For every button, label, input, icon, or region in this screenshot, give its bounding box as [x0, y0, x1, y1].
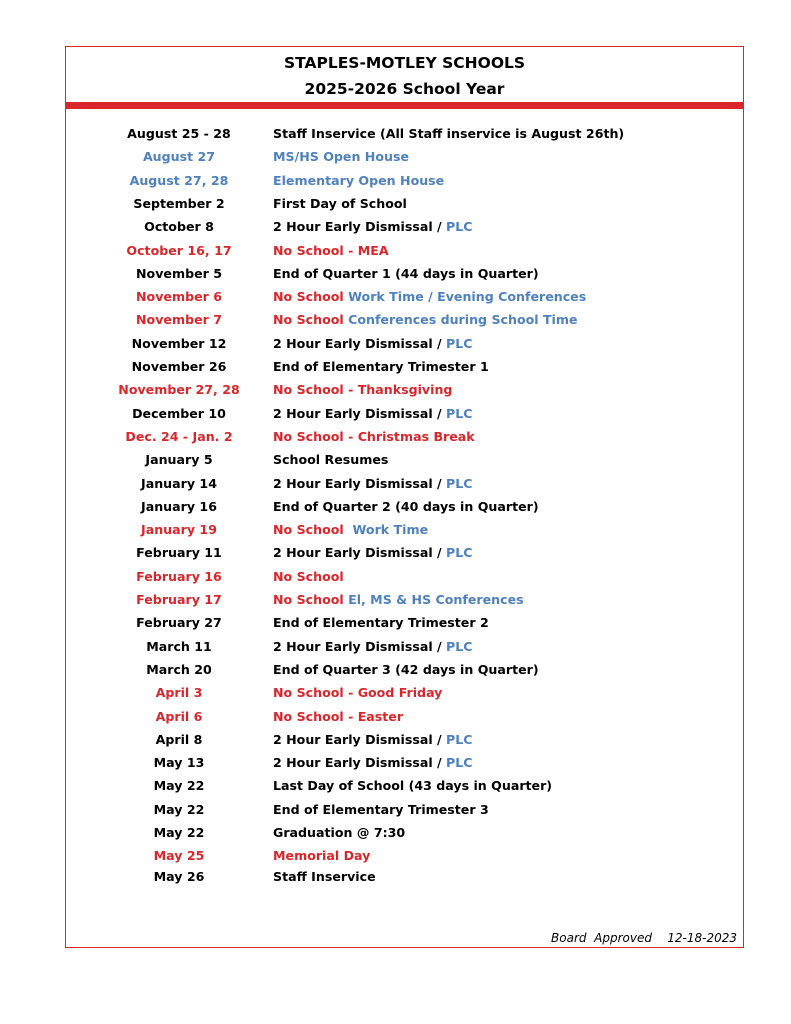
event-text-part: No School	[273, 312, 349, 328]
event-row	[66, 145, 743, 168]
event-text-part: PLC	[446, 335, 473, 351]
event-date: November 27, 28	[118, 382, 240, 398]
event-description	[273, 658, 539, 681]
event-row	[66, 658, 743, 681]
event-date: February 16	[136, 568, 222, 584]
event-date: March 11	[146, 638, 212, 654]
event-text-part: No School - Easter	[273, 708, 404, 724]
event-description	[273, 541, 473, 564]
event-row	[66, 705, 743, 728]
event-text-part: El, MS & HS Conferences	[348, 592, 524, 607]
event-date: August 25 - 28	[127, 126, 231, 141]
event-date: February 11	[136, 545, 222, 561]
event-text-part: 2 Hour Early Dismissal /	[273, 638, 447, 654]
event-date: May 22	[153, 778, 205, 794]
event-text-part: PLC	[446, 405, 473, 421]
event-text-part: 2 Hour Early Dismissal /	[273, 475, 447, 491]
event-text-part: No School - Thanksgiving	[273, 382, 453, 398]
event-row	[66, 821, 743, 844]
event-description	[273, 402, 473, 425]
event-description	[273, 798, 489, 821]
event-text-part: No School	[273, 568, 344, 584]
event-description	[273, 215, 473, 238]
event-text-part: 2 Hour Early Dismissal /	[273, 335, 447, 351]
event-row	[66, 378, 743, 401]
event-description	[273, 611, 489, 634]
event-date: March 20	[146, 661, 212, 677]
event-date: November 7	[136, 312, 222, 328]
event-description	[273, 239, 389, 262]
event-description	[273, 774, 552, 797]
event-text-part: 2 Hour Early Dismissal /	[273, 405, 447, 421]
calendar-frame	[65, 46, 744, 948]
event-row	[66, 774, 743, 797]
event-date: May 26	[153, 869, 205, 885]
event-row	[66, 518, 743, 541]
event-row	[66, 169, 743, 192]
event-description	[273, 169, 444, 192]
event-text-part: No School	[273, 522, 353, 538]
event-date: October 16, 17	[126, 242, 232, 258]
event-description	[273, 681, 442, 704]
event-description	[273, 635, 473, 658]
event-date: October 8	[144, 219, 214, 235]
event-date: January 14	[141, 475, 217, 491]
event-row	[66, 122, 743, 145]
event-description	[273, 448, 388, 471]
event-date: May 22	[153, 825, 205, 840]
event-date: January 19	[141, 522, 217, 538]
event-text-part: PLC	[446, 731, 473, 747]
event-description	[273, 751, 473, 774]
board-approval	[551, 931, 737, 945]
event-text-part: 2 Hour Early Dismissal /	[273, 755, 447, 771]
event-description	[273, 332, 473, 355]
event-description	[273, 262, 539, 285]
event-description	[273, 865, 376, 888]
event-text-part: Conferences during School Time	[348, 312, 578, 328]
event-row	[66, 844, 743, 867]
event-date: April 6	[155, 708, 203, 724]
school-name: STAPLES-MOTLEY SCHOOLS	[283, 54, 526, 72]
event-date: Dec. 24 - Jan. 2	[125, 428, 233, 444]
event-description	[273, 122, 624, 145]
event-description	[273, 285, 586, 308]
event-text-part: End of Elementary Trimester 2	[273, 615, 489, 631]
event-text-part: MS/HS Open House	[273, 149, 410, 165]
event-description	[273, 844, 370, 867]
approval-label: Board Approved	[551, 931, 652, 945]
event-row	[66, 332, 743, 355]
event-text-part: Elementary Open House	[273, 172, 445, 188]
event-date: November 12	[131, 335, 227, 351]
event-row	[66, 865, 743, 888]
event-date: November 26	[131, 359, 227, 374]
event-row	[66, 402, 743, 425]
event-text-part: Graduation @ 7:30	[273, 825, 406, 840]
event-row	[66, 239, 743, 262]
event-text-part: End of Quarter 1 (44 days in Quarter)	[273, 265, 539, 281]
event-description	[273, 425, 475, 448]
event-text-part: PLC	[446, 755, 473, 771]
event-text-part: Last Day of School (43 days in Quarter)	[273, 778, 553, 794]
event-date: January 16	[141, 498, 217, 514]
event-row	[66, 495, 743, 518]
event-date: December 10	[132, 405, 226, 421]
event-row	[66, 308, 743, 331]
event-description	[273, 472, 473, 495]
event-description	[273, 705, 403, 728]
event-description	[273, 728, 473, 751]
event-text-part: PLC	[446, 638, 473, 654]
event-description	[273, 378, 452, 401]
event-text-part: Staff Inservice	[273, 869, 376, 885]
event-text-part: School Resumes	[273, 452, 389, 468]
event-text-part: End of Quarter 2 (40 days in Quarter)	[273, 498, 539, 514]
event-text-part: Memorial Day	[273, 848, 371, 864]
event-date: April 8	[155, 731, 203, 747]
approval-date: 12-18-2023	[667, 931, 737, 945]
event-text-part: First Day of School	[273, 195, 407, 211]
event-date: February 17	[136, 592, 222, 607]
event-date: August 27, 28	[129, 172, 229, 188]
event-description	[273, 565, 344, 588]
event-date: May 25	[153, 848, 205, 864]
event-date: August 27	[142, 149, 216, 165]
event-row	[66, 355, 743, 378]
event-row	[66, 798, 743, 821]
event-row	[66, 425, 743, 448]
event-date: September 2	[133, 195, 225, 211]
event-text-part: No School	[273, 592, 349, 607]
event-description	[273, 588, 524, 611]
event-text-part: No School	[273, 289, 349, 305]
event-row	[66, 635, 743, 658]
event-description	[273, 145, 409, 168]
calendar-header	[66, 47, 743, 103]
event-text-part: No School - Christmas Break	[273, 428, 475, 444]
event-text-part: PLC	[446, 475, 473, 491]
event-description	[273, 308, 578, 331]
event-row	[66, 588, 743, 611]
event-text-part: Work Time / Evening Conferences	[348, 289, 587, 305]
event-row	[66, 262, 743, 285]
event-date: April 3	[155, 685, 203, 701]
event-text-part: No School - Good Friday	[273, 685, 443, 701]
event-text-part: PLC	[446, 219, 473, 235]
event-date: November 5	[136, 265, 222, 281]
event-description	[273, 495, 539, 518]
event-date: January 5	[145, 452, 213, 468]
event-text-part: End of Quarter 3 (42 days in Quarter)	[273, 661, 539, 677]
event-description	[273, 355, 489, 378]
event-row	[66, 215, 743, 238]
event-date: May 22	[153, 801, 205, 817]
event-text-part: Staff Inservice (All Staff inservice is August 26th)	[273, 126, 625, 141]
event-description	[273, 518, 428, 541]
event-row	[66, 472, 743, 495]
event-description	[273, 821, 405, 844]
event-date: February 27	[136, 615, 222, 631]
event-row	[66, 728, 743, 751]
event-row	[66, 751, 743, 774]
event-text-part: PLC	[446, 545, 473, 561]
event-text-part: 2 Hour Early Dismissal /	[273, 545, 447, 561]
event-text-part: 2 Hour Early Dismissal /	[273, 219, 447, 235]
event-row	[66, 192, 743, 215]
header-divider	[66, 102, 743, 109]
event-text-part: End of Elementary Trimester 3	[273, 801, 489, 817]
event-text-part: No School - MEA	[273, 242, 389, 258]
event-text-part: End of Elementary Trimester 1	[273, 359, 489, 374]
event-row	[66, 541, 743, 564]
event-text-part: 2 Hour Early Dismissal /	[273, 731, 447, 747]
event-row	[66, 681, 743, 704]
event-row	[66, 565, 743, 588]
event-row	[66, 448, 743, 471]
event-text-part: Work Time	[352, 522, 429, 538]
event-date: May 13	[153, 755, 205, 771]
event-row	[66, 285, 743, 308]
event-description	[273, 192, 407, 215]
event-row	[66, 611, 743, 634]
event-date: November 6	[136, 289, 222, 305]
school-year: 2025-2026 School Year	[304, 80, 505, 98]
